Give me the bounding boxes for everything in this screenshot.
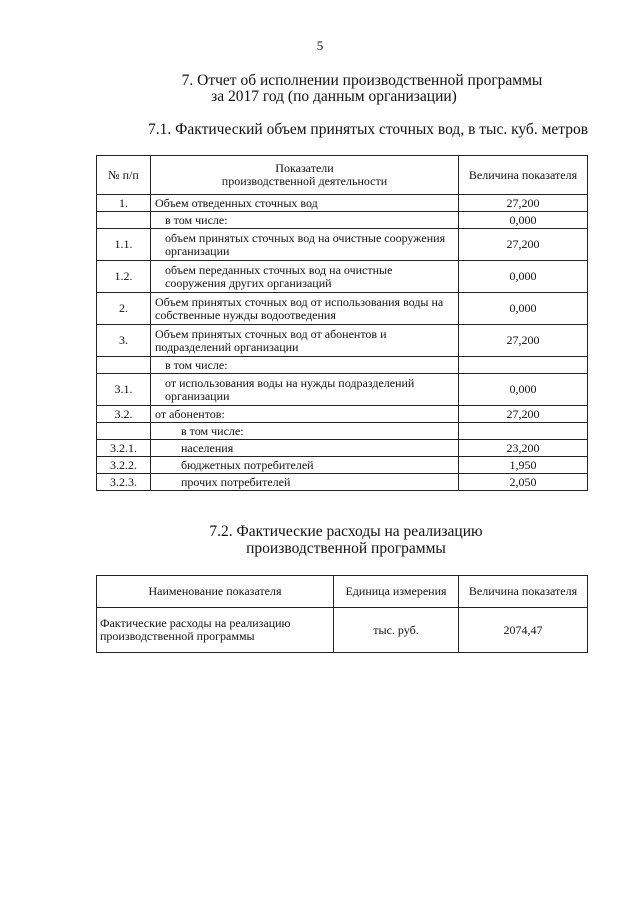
row-value: 0,000: [459, 374, 588, 406]
wastewater-volume-table: [96, 155, 588, 491]
row-label: Объем отведенных сточных вод: [151, 195, 459, 212]
row-label: в том числе:: [151, 212, 459, 229]
row-label: объем принятых сточных вод на очистные сооружения организации: [151, 229, 459, 261]
section-7-2-title: 7.2. Фактические расходы на реализацию: [209, 523, 483, 540]
row-number: 3.2.: [97, 406, 151, 423]
table-row: [97, 325, 588, 357]
row-label: объем переданных сточных вод на очистные сооружения других организаций: [151, 261, 459, 293]
table-row: [97, 195, 588, 212]
col-header-value: Величина показателя: [459, 156, 588, 195]
row-label: от использования воды на нужды подразделений организации: [151, 374, 459, 406]
row-number: 3.: [97, 325, 151, 357]
col-header-indicator-line2: производственной деятельности: [221, 174, 388, 188]
row-value: 0,000: [459, 293, 588, 325]
table-row: [97, 212, 588, 229]
row-label: в том числе:: [151, 423, 459, 440]
col-header-indicator-line1: Показатели: [275, 161, 334, 175]
row-label: Объем принятых сточных вод от абонентов и подразделений организации: [151, 325, 459, 357]
row-name: Фактические расходы на реализацию производственной программы: [97, 608, 334, 653]
col-header-name: Наименование показателя: [97, 576, 334, 608]
row-unit: тыс. руб.: [334, 608, 459, 653]
col-header-indicator: [151, 156, 459, 195]
row-value: 1,950: [459, 457, 588, 474]
table-row: [97, 357, 588, 374]
table-row: [97, 474, 588, 491]
row-value: 0,000: [459, 261, 588, 293]
row-value: 27,200: [459, 229, 588, 261]
row-label: прочих потребителей: [151, 474, 459, 491]
row-value: 0,000: [459, 212, 588, 229]
row-value: 27,200: [459, 325, 588, 357]
row-value: 27,200: [459, 406, 588, 423]
table-row: [97, 406, 588, 423]
row-number: 1.: [97, 195, 151, 212]
row-value: 2,050: [459, 474, 588, 491]
row-value: [459, 357, 588, 374]
table-row: [97, 261, 588, 293]
row-value: 27,200: [459, 195, 588, 212]
row-number: 1.1.: [97, 229, 151, 261]
table-row: [97, 440, 588, 457]
table-row: [97, 374, 588, 406]
row-label: бюджетных потребителей: [151, 457, 459, 474]
col-header-value: Величина показателя: [459, 576, 588, 608]
row-label: в том числе:: [151, 357, 459, 374]
row-number: 2.: [97, 293, 151, 325]
table-row: [97, 229, 588, 261]
row-number: [97, 212, 151, 229]
col-header-unit: Единица измерения: [334, 576, 459, 608]
row-number: [97, 423, 151, 440]
report-title: 7. Отчет об исполнении производственной программы: [181, 72, 543, 89]
col-header-number: № п/п: [97, 156, 151, 195]
table-row: [97, 293, 588, 325]
section-7-1-title: 7.1. Фактический объем принятых сточных вод, в тыс. куб. метров: [148, 121, 589, 138]
row-label: Объем принятых сточных вод от использования воды на собственные нужды водоотведения: [151, 293, 459, 325]
report-subtitle: за 2017 год (по данным организации): [211, 88, 457, 105]
row-value: 2074,47: [459, 608, 588, 653]
row-number: 3.1.: [97, 374, 151, 406]
row-number: 3.2.3.: [97, 474, 151, 491]
expenses-table: [96, 575, 588, 653]
row-number: 3.2.2.: [97, 457, 151, 474]
page-number: 5: [316, 38, 324, 53]
row-value: [459, 423, 588, 440]
table-row: [97, 423, 588, 440]
section-7-2-title-line2: производственной программы: [246, 540, 446, 557]
row-label: населения: [151, 440, 459, 457]
table-row: [97, 457, 588, 474]
row-label: от абонентов:: [151, 406, 459, 423]
row-number: 1.2.: [97, 261, 151, 293]
row-number: [97, 357, 151, 374]
row-number: 3.2.1.: [97, 440, 151, 457]
table-row: [97, 608, 588, 653]
row-value: 23,200: [459, 440, 588, 457]
